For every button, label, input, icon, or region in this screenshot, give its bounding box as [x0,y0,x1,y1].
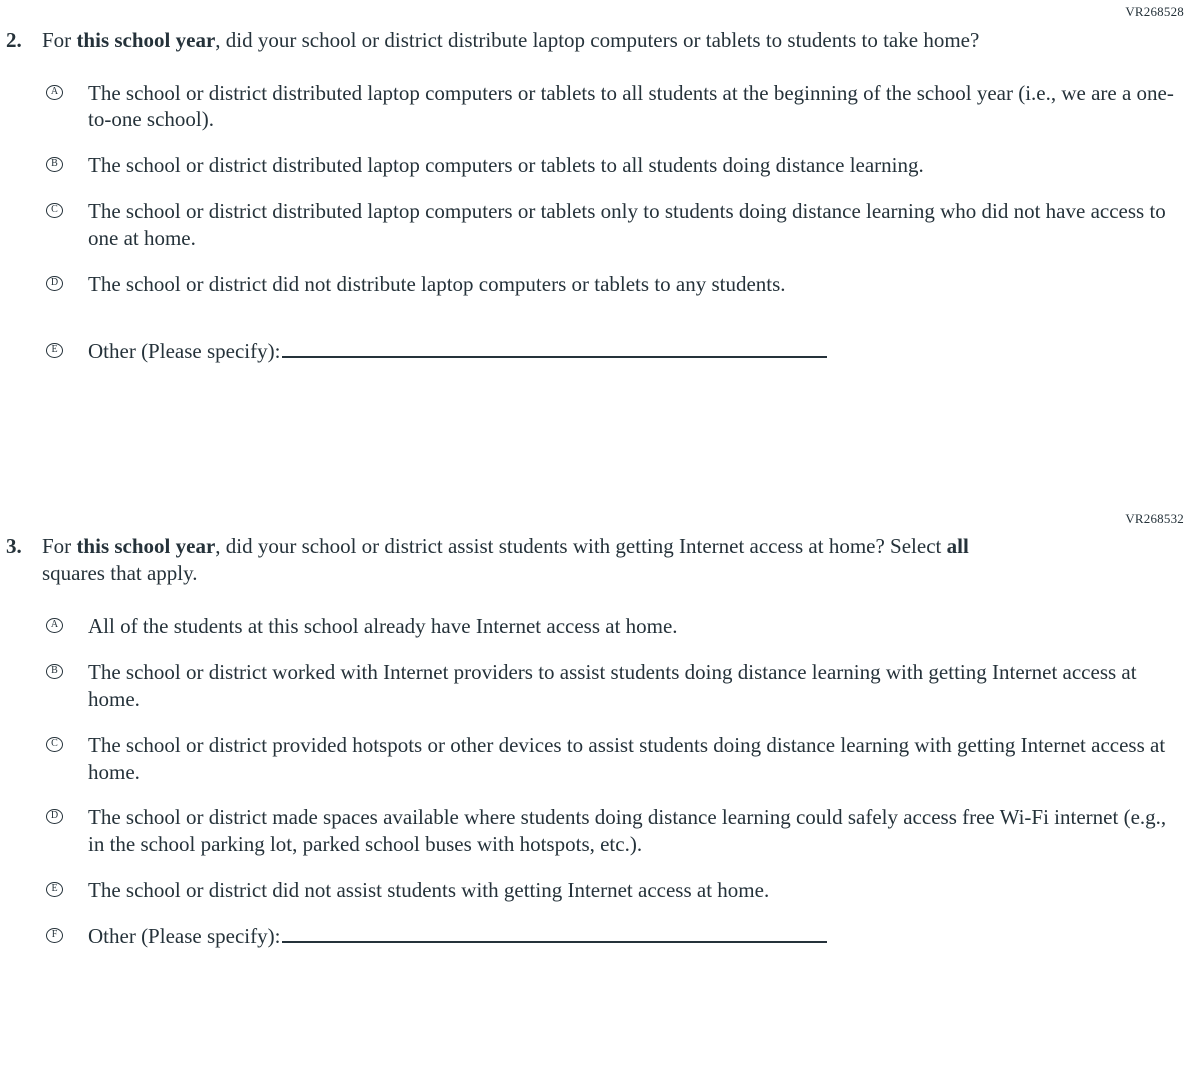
option-row-2a [46,80,1186,134]
option-row-3f [46,923,1186,950]
question-3-number: 3. [6,534,22,559]
question-3-prompt-bold: this school year [76,534,216,559]
question-3-options [46,613,1186,950]
question-3-prompt-text: For [42,534,77,559]
option-row-3d [46,804,1186,858]
option-bubble-3f[interactable]: F [46,928,63,943]
option-row-2c [46,198,1186,252]
option-row-2b [46,152,1186,179]
question-2-prompt-bold: this school year [76,27,216,52]
option-row-3a [46,613,1186,640]
option-bubble-3c[interactable]: C [46,737,63,752]
option-label-2a: The school or district distributed laptop computers or tablets to all students at the beginning of the school year (i.e., we are a one-to-one school). [88,80,1174,132]
question-3-section [6,511,1186,950]
option-row-2e [46,338,1186,365]
question-2-number: 2. [6,27,22,52]
question-3-prompt [42,533,992,587]
option-bubble-3e[interactable]: E [46,882,63,897]
option-label-3f-text: Other (Please specify): [88,924,281,948]
option-row-3b [46,659,1186,713]
option-row-3c [46,732,1186,786]
question-2-prompt [42,27,979,54]
option-label-2b: The school or district distributed laptop computers or tablets to all students doing distance learning. [88,153,924,178]
question-3-prompt-text-3: squares that apply. [42,561,198,586]
option-bubble-3d[interactable]: D [46,809,63,824]
option-bubble-2b[interactable]: B [46,157,63,172]
write-in-line-3f[interactable] [282,927,827,943]
option-label-3e: The school or district did not assist students with getting Internet access at home. [88,878,770,903]
option-label-3d: The school or district made spaces available where students doing distance learning could safely access free Wi-Fi internet (e.g., in the school parking lot, parked school buses with hotspots, etc.). [88,805,1167,857]
question-3-code: VR268532 [1125,510,1184,526]
option-bubble-2c[interactable]: C [46,203,63,218]
option-label-3a: All of the students at this school already have Internet access at home. [88,614,678,638]
question-2-code: VR268528 [1125,4,1184,19]
question-3-prompt-bold-2: all [946,534,969,559]
option-bubble-2e[interactable]: E [46,343,63,358]
option-bubble-2d[interactable]: D [46,276,63,291]
option-label-2c: The school or district distributed laptop computers or tablets only to students doing distance learning who did not have access to one at home. [88,199,1166,250]
option-row-2d [46,271,1186,298]
option-label-3c: The school or district provided hotspots or other devices to assist students doing distance learning with getting Internet access at home. [88,732,1166,784]
option-label-2d: The school or district did not distribute laptop computers or tablets to any students. [88,271,786,296]
question-2-section [6,4,1186,365]
question-3-prompt-text-2: , did your school or district assist students with getting Internet access at home? Select [215,534,947,559]
option-bubble-2a[interactable]: A [46,85,63,100]
question-3-header [6,533,1186,587]
question-2-options [46,80,1186,365]
option-label-2e-text: Other (Please specify): [88,338,281,363]
option-label-3b: The school or district worked with Internet providers to assist students doing distance learning with getting Internet access at home. [88,659,1137,711]
option-bubble-3b[interactable]: B [46,664,63,679]
option-bubble-3a[interactable]: A [46,618,63,633]
question-2-prompt-text: For [42,27,77,52]
write-in-line-2e[interactable] [282,342,827,358]
question-2-header [6,27,1186,54]
question-2-prompt-text-2: , did your school or district distribute laptop computers or tablets to students to take home? [215,27,980,52]
option-row-3e [46,877,1186,904]
option-label-3f [88,923,1183,950]
option-label-2e [88,338,1183,365]
